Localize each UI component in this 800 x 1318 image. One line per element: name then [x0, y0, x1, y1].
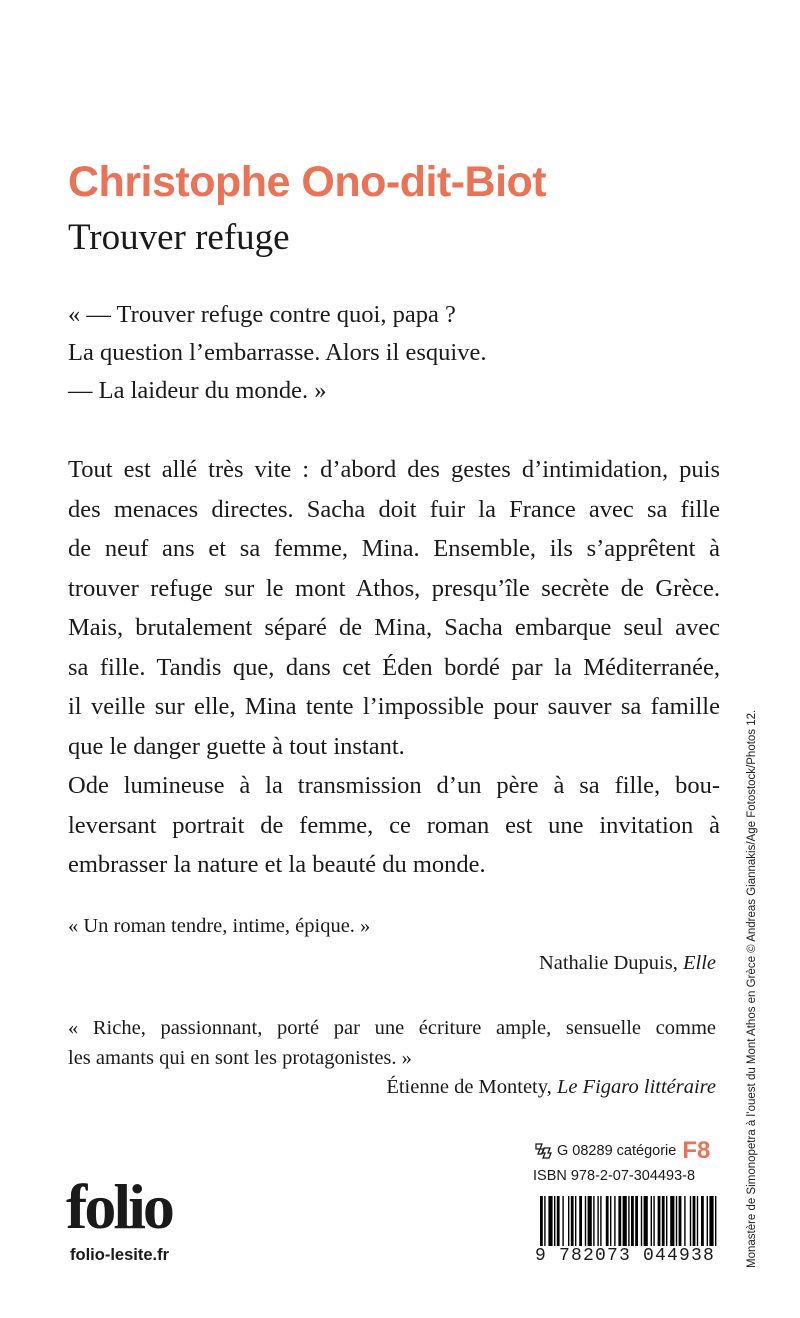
barcode-number: 9 782073 044938	[530, 1246, 720, 1266]
epigraph-line: — La laideur du monde. »	[68, 377, 327, 404]
photo-credit: Monastère de Simonopetra à l’ouest du Mont Athos en Grèce © Andreas Giannakis/Age Fotostock/Photos 12.	[746, 709, 758, 1268]
synopsis-line: sa fille. Tandis que, dans cet Éden bordé par la Méditerranée,	[68, 653, 720, 681]
publisher-website: folio-lesite.fr	[70, 1246, 170, 1264]
synopsis-line: leversant portrait de femme, ce roman est une invitation à	[68, 811, 720, 839]
review-quote-line: « Riche, passionnant, porté par une écriture ample, sensuelle comme	[68, 1017, 716, 1039]
publication-meta	[533, 1138, 716, 1184]
category-code: F8	[682, 1137, 711, 1164]
isbn: ISBN 978-2-07-304493-8	[533, 1168, 696, 1184]
synopsis-line: trouver refuge sur le mont Athos, presqu’île secrète de Grèce.	[68, 574, 720, 602]
synopsis	[68, 450, 720, 885]
folio-logo: folio	[66, 1171, 172, 1242]
epigraph-line: La question l’embarrasse. Alors il esquive.	[68, 339, 487, 366]
synopsis-line: il veille sur elle, Mina tente l’impossible pour sauver sa famille	[68, 693, 720, 720]
barcode	[540, 1196, 718, 1252]
publication-name: Elle	[682, 952, 716, 974]
reviewer-name: Nathalie Dupuis,	[538, 952, 683, 974]
review-attribution	[386, 1076, 716, 1099]
reviewer-name: Étienne de Montety,	[386, 1076, 557, 1098]
synopsis-line: Mais, brutalement séparé de Mina, Sacha embarque seul avec	[68, 614, 720, 641]
epigraph	[68, 296, 486, 410]
synopsis-line: Tout est allé très vite : d’abord des gestes d’intimidation, puis	[68, 456, 720, 483]
synopsis-line: Ode lumineuse à la transmission d’un père à sa fille, bou-	[68, 772, 720, 799]
folio-mark-icon	[533, 1142, 553, 1160]
synopsis-line: de neuf ans et sa femme, Mina. Ensemble, ils s’apprêtent à	[68, 535, 720, 562]
review-quote-line: les amants qui en sont les protagonistes. »	[68, 1047, 412, 1069]
author-name: Christophe Ono-dit-Biot	[68, 158, 547, 206]
review-attribution	[539, 952, 716, 975]
category-label: catégorie	[616, 1143, 677, 1159]
review-quote	[68, 1013, 716, 1073]
synopsis-line: embrasser la nature et la beauté du monde.	[68, 851, 486, 878]
synopsis-line: que le danger guette à tout instant.	[68, 732, 405, 760]
product-code: G 08289	[557, 1143, 613, 1159]
book-title: Trouver refuge	[68, 217, 290, 258]
epigraph-line: « — Trouver refuge contre quoi, papa ?	[68, 301, 456, 328]
publication-name: Le Figaro littéraire	[556, 1076, 716, 1098]
synopsis-line: des menaces directes. Sacha doit fuir la France avec sa fille	[68, 495, 720, 523]
review-quote: « Un roman tendre, intime, épique. »	[68, 915, 371, 937]
